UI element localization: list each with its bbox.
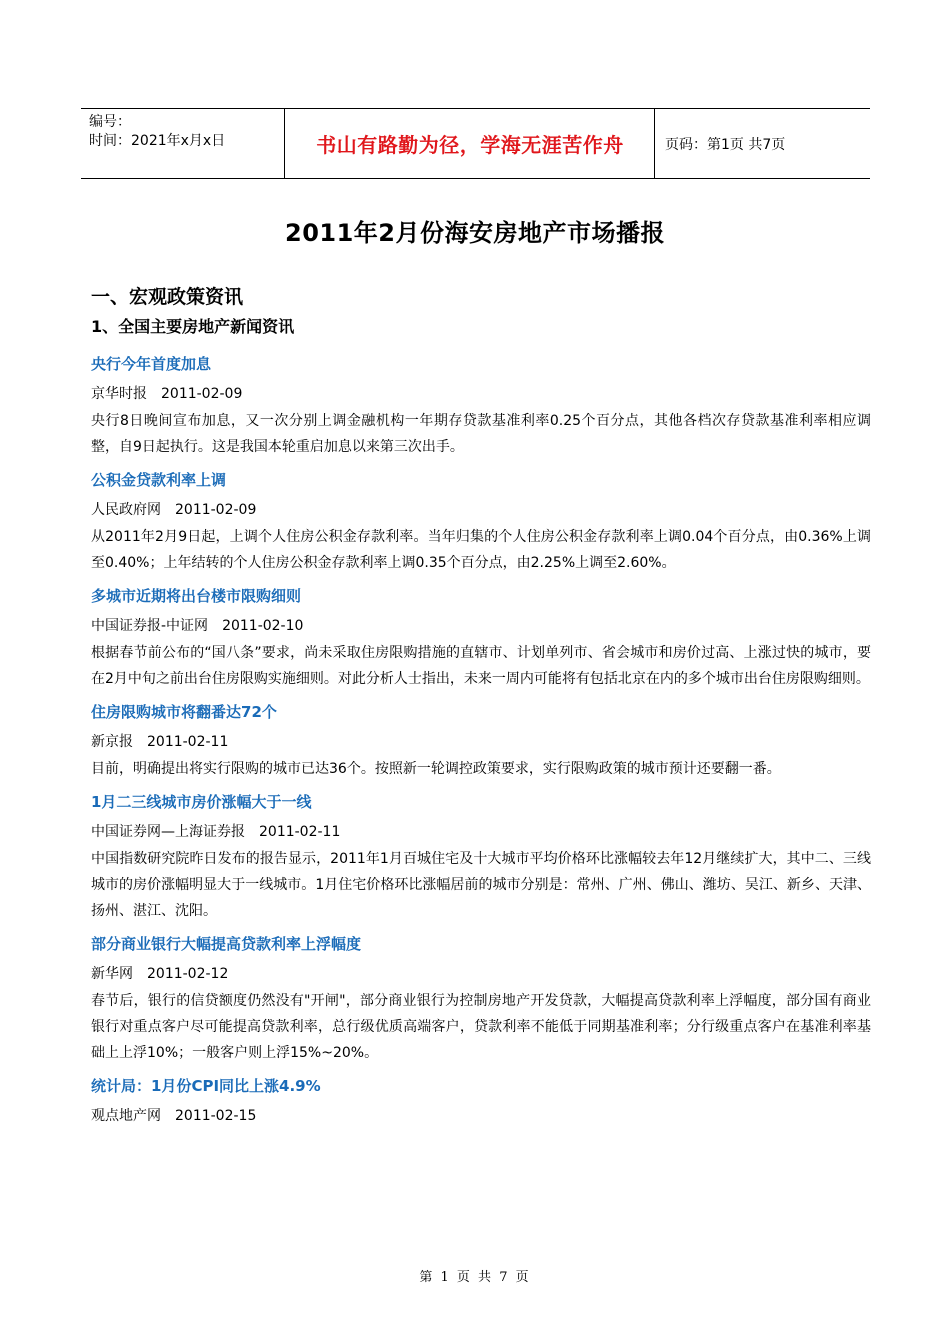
news-title: 1月二三线城市房价涨幅大于一线: [91, 793, 312, 811]
news-source-line: [91, 496, 871, 524]
news-body: 根据春节前公布的“国八条”要求，尚未采取住房限购措施的直辖市、计划单列市、省会城市和房价过高、上涨过快的城市，要在2月中旬之前出台住房限购实施细则。对此分析人士指出，未来一周内可能将有包括北京在内的多个城市出台住房限购细则。: [91, 645, 871, 687]
news-source-line: [91, 818, 871, 846]
news-date: 2011-02-11: [259, 824, 341, 840]
news-title: 部分商业银行大幅提高贷款利率上浮幅度: [91, 935, 362, 953]
news-source-line: [91, 960, 871, 988]
news-source: 中国证券网—上海证券报: [91, 824, 245, 840]
header-meta: [89, 113, 289, 151]
document-body: [91, 282, 871, 1130]
news-title: 住房限购城市将翻番达72个: [91, 703, 277, 721]
news-body: 目前，明确提出将实行限购的城市已达36个。按照新一轮调控政策要求，实行限购政策的城市预计还要翻一番。: [91, 761, 781, 777]
news-source: 中国证券报-中证网: [91, 618, 209, 634]
news-date: 2011-02-10: [222, 618, 304, 634]
news-item: [91, 348, 871, 460]
news-date: 2011-02-15: [175, 1108, 257, 1124]
news-item: [91, 580, 871, 692]
news-date: 2011-02-09: [161, 386, 243, 402]
document-header-table: [81, 108, 870, 179]
news-title: 统计局：1月份CPI同比上涨4.9%: [91, 1077, 321, 1095]
news-date: 2011-02-12: [147, 966, 229, 982]
news-source-line: [91, 1102, 871, 1130]
news-source-line: [91, 612, 871, 640]
news-item: [91, 464, 871, 576]
news-source-line: [91, 380, 871, 408]
time-label: 时间：2021年x月x日: [89, 133, 226, 149]
news-source: 人民政府网: [91, 502, 161, 518]
news-source: 新京报: [91, 734, 133, 750]
news-source-line: [91, 728, 871, 756]
number-label: 编号：: [89, 114, 131, 130]
page-footer: 第 1 页 共 7 页: [419, 1270, 531, 1285]
news-title: 公积金贷款利率上调: [91, 471, 227, 489]
subsection-heading: 1、全国主要房地产新闻资讯: [91, 317, 295, 336]
news-body: 从2011年2月9日起，上调个人住房公积金存款利率。当年归集的个人住房公积金存款利率上调0.04个百分点，由0.36%上调至0.40%；上年结转的个人住房公积金存款利率上调0.35个百分点，由2.25%上调至2.60%。: [91, 529, 871, 571]
news-item: [91, 786, 871, 924]
news-body: 央行8日晚间宣布加息，又一次分别上调金融机构一年期存贷款基准利率0.25个百分点，其他各档次存贷款基准利率相应调整，自9日起执行。这是我国本轮重启加息以来第三次出手。: [91, 413, 871, 455]
header-page-info: 页码：第1页 共7页: [665, 136, 786, 153]
news-date: 2011-02-11: [147, 734, 229, 750]
news-item: [91, 928, 871, 1066]
header-divider: [654, 109, 655, 178]
document-title: 2011年2月份海安房地产市场播报: [285, 219, 665, 247]
news-title: 多城市近期将出台楼市限购细则: [91, 587, 302, 605]
news-date: 2011-02-09: [175, 502, 257, 518]
section-heading: 一、宏观政策资讯: [91, 286, 244, 308]
header-motto: 书山有路勤为径，学海无涯苦作舟: [316, 133, 624, 157]
news-source: 观点地产网: [91, 1108, 161, 1124]
news-source: 新华网: [91, 966, 133, 982]
news-body: 春节后，银行的信贷额度仍然没有"开闸"，部分商业银行为控制房地产开发贷款，大幅提高贷款利率上浮幅度，部分国有商业银行对重点客户尽可能提高贷款利率，总行级优质高端客户，贷款利率不能低于同期基准利率；分行级重点客户在基准利率基础上上浮10%；一般客户则上浮15%~20%。: [91, 993, 871, 1061]
news-source: 京华时报: [91, 386, 147, 402]
news-item: [91, 1070, 871, 1130]
news-body: 中国指数研究院昨日发布的报告显示，2011年1月百城住宅及十大城市平均价格环比涨幅较去年12月继续扩大，其中二、三线城市的房价涨幅明显大于一线城市。1月住宅价格环比涨幅居前的城市分别是：常州、广州、佛山、潍坊、吴江、新乡、天津、扬州、湛江、沈阳。: [91, 851, 871, 919]
news-title: 央行今年首度加息: [91, 355, 212, 373]
news-item: [91, 696, 871, 782]
